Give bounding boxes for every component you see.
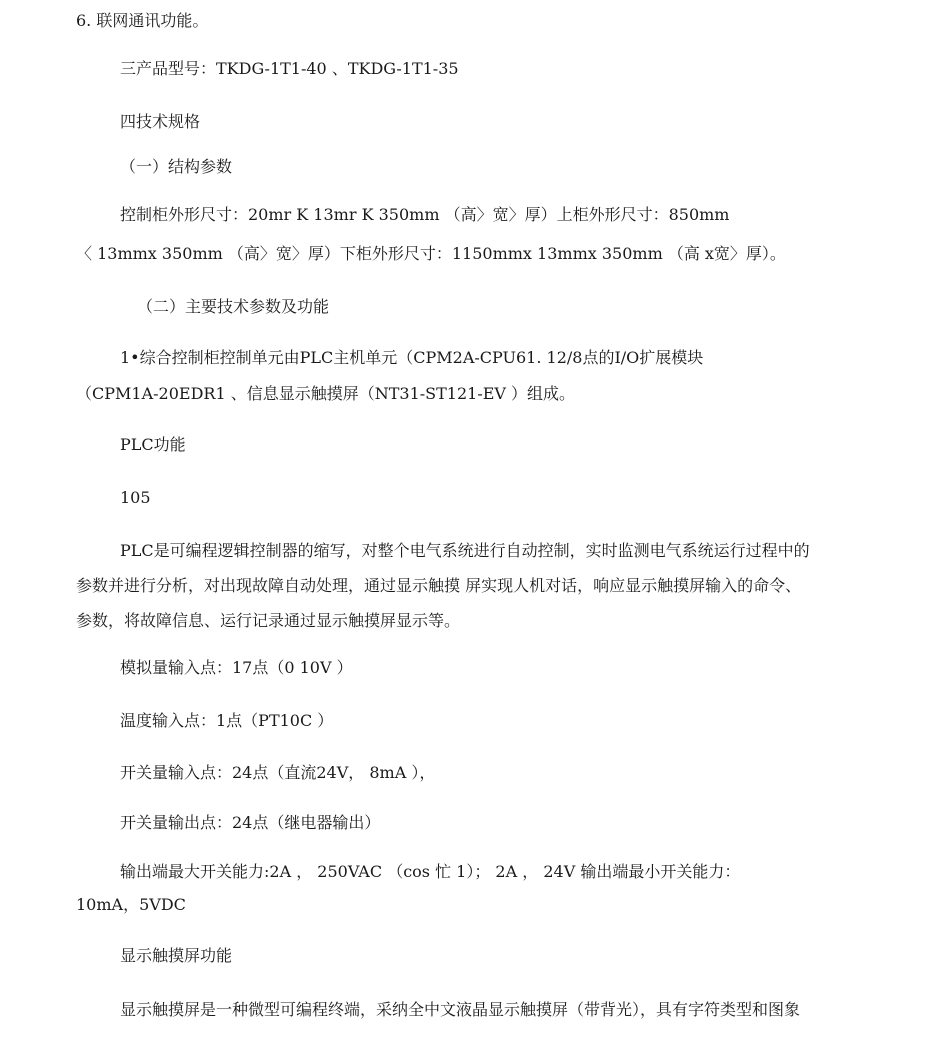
item-1-line-2: （CPM1A-20EDR1 、信息显示触摸屏（NT31-ST121-EV ）组成。 (76, 384, 576, 403)
subsection-structure: （一）结构参数 (120, 157, 233, 176)
switch-input-points: 开关量输入点：24点（直流24V， 8mA ）， (120, 763, 436, 782)
output-capacity-line-1: 输出端最大开关能力:2A ， 250VAC （cos 忙 1）； 2A ， 24V 输出端最小开关能力： (120, 862, 741, 881)
plc-paragraph-line-1: PLC是可编程逻辑控制器的缩写，对整个电气系统进行自动控制，实时监测电气系统运行过程中的 (120, 541, 810, 560)
plc-function-heading: PLC功能 (120, 435, 186, 454)
page-number: 105 (120, 488, 151, 507)
touchscreen-function-heading: 显示触摸屏功能 (120, 946, 233, 965)
switch-output-points: 开关量输出点：24点（继电器输出） (120, 813, 381, 832)
temperature-input-points: 温度输入点：1点（PT10C ） (120, 711, 334, 730)
section-product-models: 三产品型号：TKDG-1T1-40 、TKDG-1T1-35 (120, 59, 459, 78)
dimensions-line-1: 控制柜外形尺寸：20mr K 13mr K 350mm （高〉宽〉厚）上柜外形尺寸：850mm (120, 205, 730, 224)
subsection-main-params: （二）主要技术参数及功能 (137, 297, 330, 316)
item-1-line-1: 1•综合控制柜控制单元由PLC主机单元（CPM2A-CPU61. 12/8点的I/O扩展模块 (120, 348, 704, 367)
heading-networking: 6. 联网通讯功能。 (76, 11, 209, 30)
analog-input-points: 模拟量输入点：17点（0 10V ） (120, 658, 353, 677)
plc-paragraph-line-2: 参数并进行分析，对出现故障自动处理，通过显示触摸 屏实现人机对话，响应显示触摸屏输入的命令、 (76, 576, 802, 595)
plc-paragraph-line-3: 参数，将故障信息、运行记录通过显示触摸屏显示等。 (76, 611, 461, 630)
touchscreen-paragraph-line-1: 显示触摸屏是一种微型可编程终端，采纳全中文液晶显示触摸屏（带背光），具有字符类型和图象 (120, 1000, 801, 1019)
output-capacity-line-2: 10mA，5VDC (76, 895, 186, 914)
section-tech-specs: 四技术规格 (120, 112, 201, 131)
dimensions-line-2: 〈 13mmx 350mm （高〉宽〉厚）下柜外形尺寸：1150mmx 13mmx 350mm （高 x宽〉厚）。 (76, 244, 786, 263)
